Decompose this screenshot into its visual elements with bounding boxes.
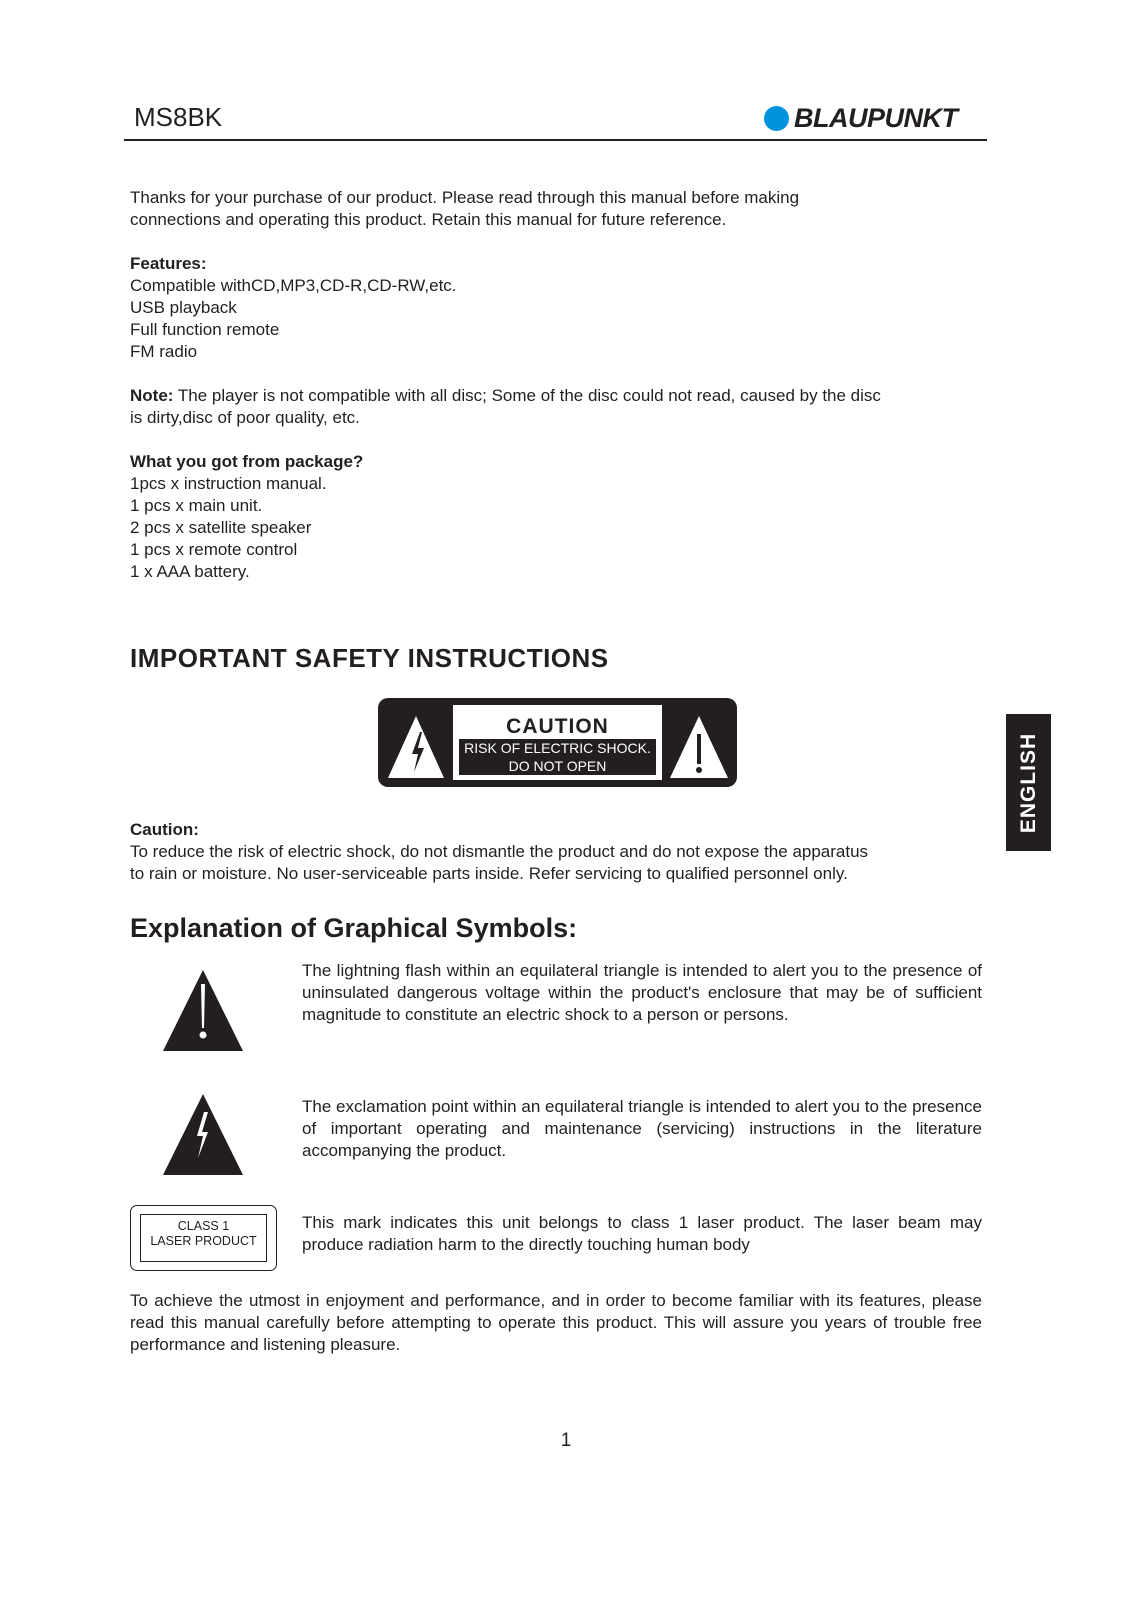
- package-item: 1 pcs x main unit.: [130, 496, 263, 515]
- safety-heading: IMPORTANT SAFETY INSTRUCTIONS: [130, 643, 609, 673]
- intro-line: Thanks for your purchase of our product. Please read through this manual before making: [130, 188, 800, 207]
- caution-line: DO NOT OPEN: [508, 758, 607, 774]
- lightning-triangle-icon: [162, 1094, 244, 1176]
- package-heading: What you got from package?: [130, 452, 364, 471]
- note-section: [130, 385, 881, 429]
- intro-paragraph: [130, 187, 799, 231]
- symbol-description: The lightning flash within an equilateral triangle is intended to alert you to the presence of uninsulated dangerous voltage within the product's enclosure that may be of sufficient magnitude to constitute an electric shock to a person or persons.: [302, 961, 982, 1024]
- lightning-triangle-icon: [386, 714, 446, 780]
- feature-item: USB playback: [130, 298, 237, 317]
- features-section: [130, 253, 457, 363]
- language-tab: [1006, 714, 1051, 851]
- note-text: is dirty,disc of poor quality, etc.: [130, 408, 360, 427]
- brand-name: BLAUPUNKT: [794, 103, 958, 133]
- intro-line: connections and operating this product. Retain this manual for future reference.: [130, 210, 727, 229]
- page-number: 1: [560, 1430, 572, 1451]
- logo-dot-icon: [764, 106, 789, 131]
- laser-line: LASER PRODUCT: [150, 1234, 257, 1248]
- feature-item: FM radio: [130, 342, 198, 361]
- caution-text: To reduce the risk of electric shock, do not dismantle the product and do not expose the apparatus: [130, 842, 869, 861]
- header-rule: [124, 139, 987, 141]
- caution-text: to rain or moisture. No user-serviceable parts inside. Refer servicing to qualified personnel only.: [130, 864, 848, 883]
- caution-label: [378, 698, 737, 787]
- package-section: [130, 451, 363, 583]
- symbol-description: The exclamation point within an equilateral triangle is intended to alert you to the presence of important operating and maintenance (servicing) instructions in the literature accompanying the product.: [302, 1097, 982, 1160]
- brand-logo: [764, 103, 958, 134]
- feature-item: Compatible withCD,MP3,CD-R,CD-RW,etc.: [130, 276, 457, 295]
- language-label: ENGLISH: [1016, 732, 1040, 833]
- note-label: Note:: [130, 386, 174, 405]
- feature-item: Full function remote: [130, 320, 280, 339]
- closing-paragraph: To achieve the utmost in enjoyment and performance, and in order to become familiar with its features, please read this manual carefully before attempting to operate this product. This will assure you years of trouble free performance and listening pleasure.: [130, 1291, 982, 1354]
- package-item: 1 pcs x remote control: [130, 540, 298, 559]
- model-name: MS8BK: [134, 102, 223, 132]
- laser-class-label: [130, 1205, 277, 1271]
- symbols-heading: Explanation of Graphical Symbols:: [130, 913, 578, 943]
- package-item: 1pcs x instruction manual.: [130, 474, 327, 493]
- caution-section: [130, 819, 868, 885]
- features-heading: Features:: [130, 254, 207, 273]
- caution-line: RISK OF ELECTRIC SHOCK.: [464, 740, 651, 756]
- symbol-description: This mark indicates this unit belongs to class 1 laser product. The laser beam may produce radiation harm to the directly touching human body: [302, 1213, 982, 1254]
- package-item: 1 x AAA battery.: [130, 562, 250, 581]
- exclamation-triangle-icon: [668, 714, 730, 780]
- package-item: 2 pcs x satellite speaker: [130, 518, 312, 537]
- caution-title: CAUTION: [506, 715, 609, 738]
- exclamation-triangle-icon: [162, 970, 244, 1052]
- caution-heading: Caution:: [130, 820, 199, 839]
- laser-line: CLASS 1: [177, 1219, 230, 1233]
- note-text: The player is not compatible with all disc; Some of the disc could not read, caused by the disc: [173, 386, 881, 405]
